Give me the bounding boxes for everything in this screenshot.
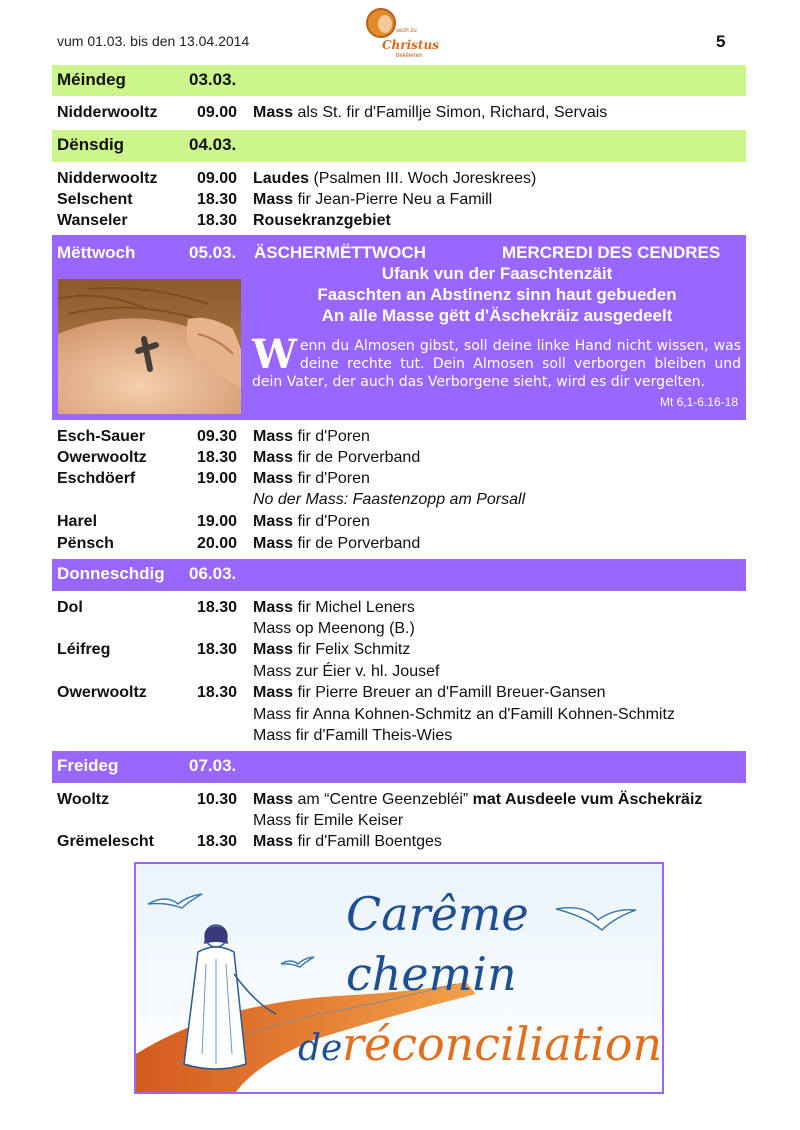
day-header-thursday: [52, 559, 746, 591]
page-number: 5: [716, 32, 726, 51]
day-name: Dënsdig: [57, 135, 125, 154]
scripture-quote: [252, 331, 741, 391]
service-type: Rousekranzgebiet: [253, 212, 391, 229]
service-type: Mass: [253, 684, 294, 701]
place: Eschdöerf: [57, 470, 136, 487]
time: 18.30: [197, 449, 238, 466]
schedule-row: [52, 513, 746, 534]
service-detail: Mass op Meenong (B.): [253, 620, 415, 637]
banner-line-3b: réconciliation: [342, 1017, 662, 1071]
day-name: Méindeg: [57, 70, 126, 89]
time: 18.30: [197, 833, 238, 850]
schedule-row: [52, 663, 746, 684]
time: 19.00: [197, 513, 238, 530]
service-highlight: mat Ausdeele vum Äschekräiz: [472, 791, 703, 808]
service: [253, 684, 606, 702]
schedule-row: [52, 706, 746, 727]
schedule-row: [52, 470, 746, 491]
schedule-row: [52, 599, 746, 620]
logo-line-3: bekéieren: [396, 53, 423, 59]
place: Owerwooltz: [57, 684, 147, 701]
service-detail: fir Felix Schmitz: [293, 641, 411, 658]
feast-title-lb: ÄSCHERMËTTWOCH: [254, 243, 426, 262]
schedule-row: [52, 620, 746, 641]
time: 10.30: [197, 791, 238, 808]
lent-start-line: Ufank vun der Faaschtenzäit: [381, 264, 613, 283]
schedule-row: [52, 449, 746, 470]
schedule-row: [52, 170, 746, 191]
place: Nidderwooltz: [57, 170, 158, 187]
schedule-note: [52, 491, 746, 512]
service: [253, 535, 420, 553]
banner-line-3a: de: [298, 1028, 343, 1069]
drop-cap: W: [252, 331, 297, 378]
note-text: No der Mass: Faastenzopp am Porsall: [253, 491, 526, 508]
service-detail: Mass zur Éier v. hl. Jousef: [253, 663, 440, 680]
place: Nidderwooltz: [57, 104, 158, 121]
day-name: Mëttwoch: [57, 243, 136, 262]
feast-title-fr: MERCREDI DES CENDRES: [502, 243, 721, 262]
service-type: Mass: [253, 449, 294, 466]
service-type: Mass: [253, 535, 294, 552]
service-type: Mass: [253, 599, 294, 616]
service-detail: am “Centre Geenzebléi”: [293, 791, 473, 808]
service: [253, 170, 536, 188]
service: [253, 212, 391, 230]
service-detail: Mass fir d'Famill Theis-Wies: [253, 727, 453, 744]
service: [253, 791, 702, 809]
day-date: 06.03.: [189, 564, 237, 583]
service-type: Mass: [253, 791, 294, 808]
place: Harel: [57, 513, 98, 530]
service-type: Laudes: [253, 170, 310, 187]
logo-line-1: sech zu: [396, 28, 417, 34]
place: Esch-Sauer: [57, 428, 146, 445]
time: 19.00: [197, 470, 238, 487]
banner-line-2: chemin: [346, 947, 517, 1001]
place: Wooltz: [57, 791, 110, 808]
logo-emblem: [366, 8, 396, 38]
quote-text: enn du Almosen gibst, soll deine linke Hand nicht wissen, was deine rechte tut. Dein Almosen soll verborgen bleiben und dein Vater, der auch das Verborgene sieht, wird es dir vergelten.: [252, 338, 741, 390]
service-detail: fir d'Poren: [293, 513, 370, 530]
day-header-tuesday: [52, 130, 746, 162]
schedule-row: [52, 212, 746, 233]
day-date: 03.03.: [189, 70, 237, 89]
day-date: 04.03.: [189, 135, 237, 154]
service-type: Mass: [253, 428, 294, 445]
place: Selschent: [57, 191, 133, 208]
schedule-row: [52, 535, 746, 556]
time: 09.00: [197, 104, 238, 121]
schedule-row: [52, 833, 746, 854]
scripture-reference: Mt 6,1-6.16-18: [659, 395, 738, 409]
service: [253, 428, 370, 446]
service: [253, 470, 370, 488]
ash-wednesday-panel: [52, 235, 746, 420]
service-detail: fir d'Famill Boentges: [293, 833, 442, 850]
service-type: Mass: [253, 513, 294, 530]
schedule-row: [52, 812, 746, 833]
day-name: Freideg: [57, 756, 119, 775]
service: [253, 833, 442, 851]
ash-cross-forehead-photo: [58, 279, 241, 414]
service: [253, 449, 420, 467]
service-type: Mass: [253, 833, 294, 850]
time: 09.00: [197, 170, 238, 187]
banner-line-1: Carême: [346, 887, 529, 941]
service-detail: fir d'Poren: [293, 470, 370, 487]
service-detail: Mass fir Anna Kohnen-Schmitz an d'Famill Kohnen-Schmitz: [253, 706, 675, 723]
time: 09.30: [197, 428, 238, 445]
place: Grëmelescht: [57, 833, 154, 850]
day-name: Donneschdig: [57, 564, 165, 583]
service-detail: fir Jean-Pierre Neu a Famill: [293, 191, 493, 208]
time: 20.00: [197, 535, 238, 552]
schedule-row: [52, 727, 746, 748]
schedule-row: [52, 428, 746, 449]
service-type: Mass: [253, 641, 294, 658]
service: [253, 641, 410, 659]
time: 18.30: [197, 641, 238, 658]
schedule-row: [52, 641, 746, 662]
service-detail: als St. fir d'Famillje Simon, Richard, Servais: [293, 104, 608, 121]
service-detail: fir Pierre Breuer an d'Famill Breuer-Gansen: [293, 684, 606, 701]
service-detail: fir d'Poren: [293, 428, 370, 445]
day-header-monday: [52, 65, 746, 96]
service-detail: (Psalmen III. Woch Joreskrees): [309, 170, 537, 187]
service-type: Mass: [253, 191, 294, 208]
service-detail: fir de Porverband: [293, 535, 421, 552]
schedule-row: [52, 191, 746, 212]
ashes-line: An alle Masse gëtt d'Äschekräiz ausgedeelt: [321, 306, 673, 325]
place: Dol: [57, 599, 83, 616]
logo-line-2: Christus: [382, 38, 439, 52]
schedule-row: [52, 684, 746, 705]
day-date: 05.03.: [189, 243, 237, 262]
service: [253, 599, 415, 617]
service: [253, 513, 370, 531]
place: Wanseler: [57, 212, 128, 229]
parish-logo: [362, 8, 439, 64]
fasting-line: Faaschten an Abstinenz sinn haut gebueden: [317, 285, 677, 304]
schedule-row: [52, 791, 746, 812]
place: Léifreg: [57, 641, 111, 658]
service-type: Mass: [253, 104, 294, 121]
place: Pënsch: [57, 535, 114, 552]
date-range: vum 01.03. bis den 13.04.2014: [57, 33, 250, 49]
lent-banner: [134, 862, 664, 1094]
service-detail: fir de Porverband: [293, 449, 421, 466]
time: 18.30: [197, 212, 238, 229]
schedule-row: [52, 104, 746, 125]
time: 18.30: [197, 599, 238, 616]
service-detail: Mass fir Emile Keiser: [253, 812, 404, 829]
day-date: 07.03.: [189, 756, 237, 775]
place: Owerwooltz: [57, 449, 147, 466]
service-type: Mass: [253, 470, 294, 487]
time: 18.30: [197, 191, 238, 208]
service: [253, 104, 607, 122]
day-header-friday: [52, 751, 746, 783]
service-detail: fir Michel Leners: [293, 599, 415, 616]
time: 18.30: [197, 684, 238, 701]
service: [253, 191, 492, 209]
